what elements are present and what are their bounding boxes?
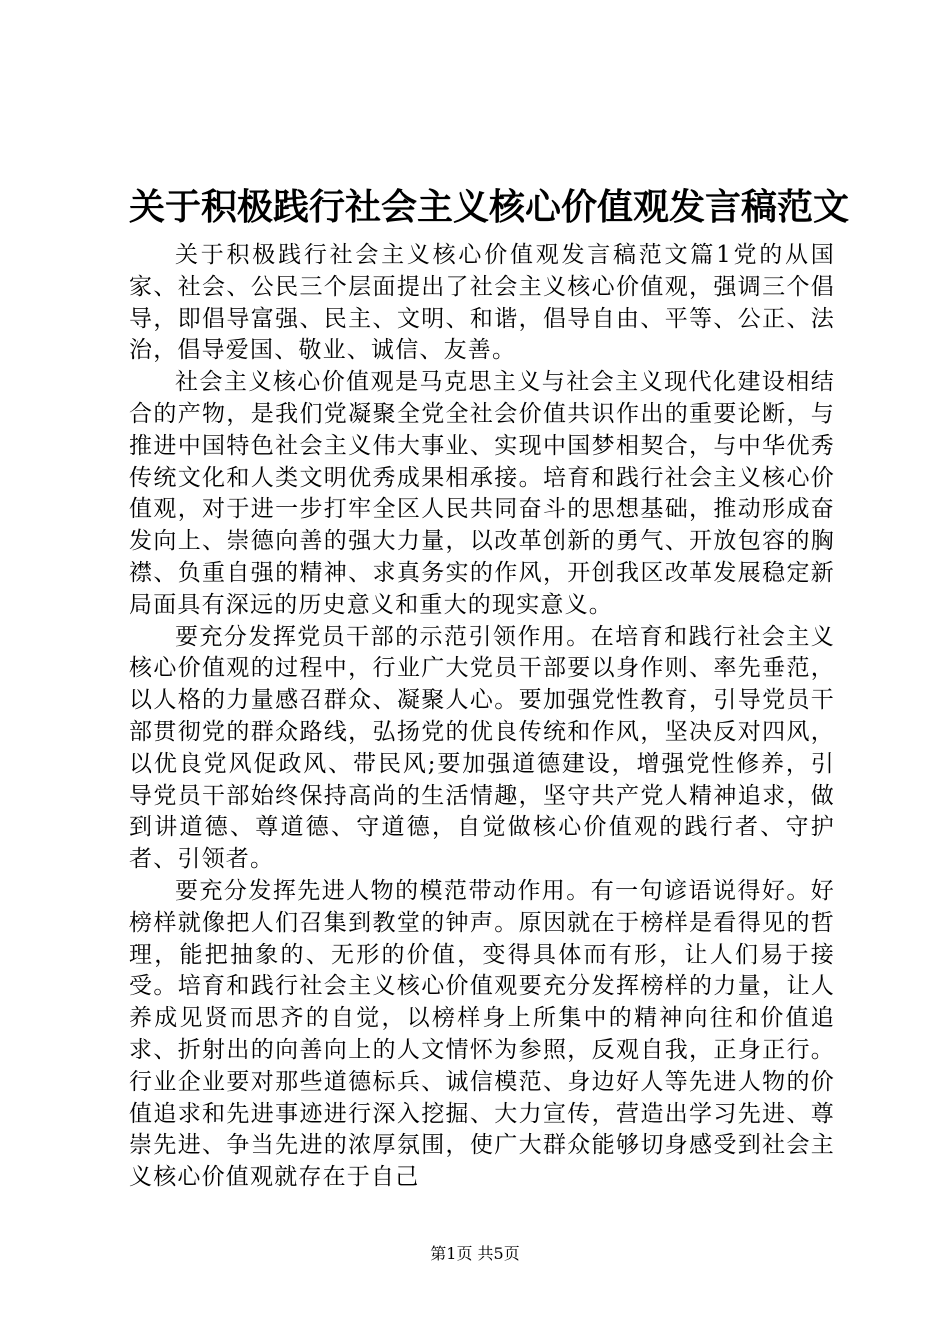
paragraph: 要充分发挥先进人物的模范带动作用。有一句谚语说得好。好榜样就像把人们召集到教堂的钟声。原因就在于榜样是看得见的哲理，能把抽象的、无形的价值，变得具体而有形，让人们易于接受。培育和践行社会主义核心价值观要充分发挥榜样的力量，让人养成见贤而思齐的自觉，以榜样身上所集中的精神向往和价值追求、折射出的向善向上的人文情怀为参照，反观自我，正身正行。行业企业要对那些道德标兵、诚信模范、身边好人等先进人物的价值追求和先进事迹进行深入挖掘、大力宣传，营造出学习先进、尊崇先进、争当先进的浓厚氛围，使广大群众能够切身感受到社会主义核心价值观就存在于自己: [129, 877, 835, 1191]
page-number-footer: 第1页 共5页: [430, 1244, 520, 1263]
document-title: 关于积极践行社会主义核心价值观发言稿范文: [129, 187, 850, 228]
paragraph: 关于积极践行社会主义核心价值观发言稿范文篇1党的从国家、社会、公民三个层面提出了社会主义核心价值观，强调三个倡导，即倡导富强、民主、文明、和谐，倡导自由、平等、公正、法治，倡导爱国、敬业、诚信、友善。: [129, 242, 835, 364]
document-body: [129, 240, 835, 1194]
paragraph: 社会主义核心价值观是马克思主义与社会主义现代化建设相结合的产物，是我们党凝聚全党全社会价值共识作出的重要论断，与推进中国特色社会主义伟大事业、实现中国梦相契合，与中华优秀传统文化和人类文明优秀成果相承接。培育和践行社会主义核心价值观，对于进一步打牢全区人民共同奋斗的思想基础，推动形成奋发向上、崇德向善的强大力量，以改革创新的勇气、开放包容的胸襟、负重自强的精神、求真务实的作风，开创我区改革发展稳定新局面具有深远的历史意义和重大的现实意义。: [129, 369, 835, 618]
paragraph: 要充分发挥党员干部的示范引领作用。在培育和践行社会主义核心价值观的过程中，行业广大党员干部要以身作则、率先垂范，以人格的力量感召群众、凝聚人心。要加强党性教育，引导党员干部贯彻党的群众路线，弘扬党的优良传统和作风，坚决反对四风，以优良党风促政风、带民风;要加强道德建设，增强党性修养，引导党员干部始终保持高尚的生活情趣，坚守共产党人精神追求，做到讲道德、尊道德、守道德，自觉做核心价值观的践行者、守护者、引领者。: [129, 623, 835, 873]
